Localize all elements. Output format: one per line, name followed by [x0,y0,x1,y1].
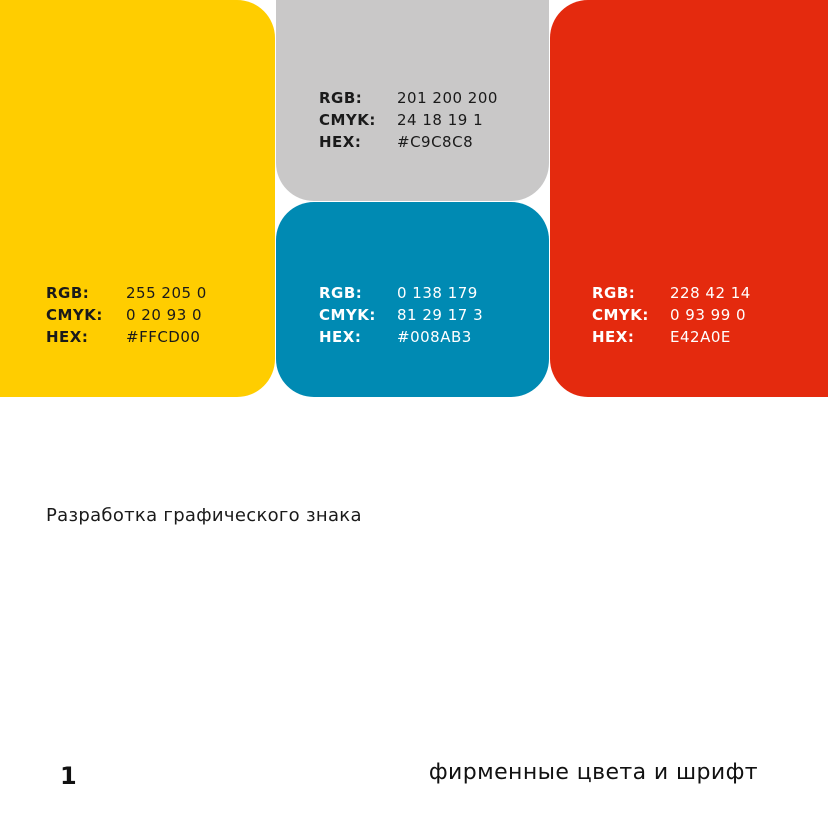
rgb-value: 228 42 14 [670,284,751,302]
color-spec-blue [319,282,483,348]
color-spec-red [592,282,751,348]
cmyk-value: 24 18 19 1 [397,111,484,129]
cmyk-value: 81 29 17 3 [397,306,484,324]
hex-label: HEX: [319,328,362,346]
hex-label: HEX: [592,328,635,346]
cmyk-label: CMYK: [319,306,376,324]
cmyk-label: CMYK: [592,306,649,324]
color-spec-gray [319,87,498,153]
rgb-row [319,282,483,304]
cmyk-row [592,304,751,326]
rgb-row [319,87,498,109]
cmyk-label: CMYK: [46,306,103,324]
rgb-row [46,282,207,304]
rgb-label: RGB: [592,284,636,302]
hex-label: HEX: [46,328,89,346]
rgb-label: RGB: [46,284,90,302]
rgb-value: 201 200 200 [397,89,498,107]
cmyk-row [46,304,207,326]
cmyk-row [319,304,483,326]
hex-row [319,131,498,153]
hex-row [319,326,483,348]
cmyk-value: 0 93 99 0 [670,306,747,324]
footer-title: фирменные цвета и шрифт [428,760,758,785]
cmyk-label: CMYK: [319,111,376,129]
rgb-row [592,282,751,304]
hex-label: HEX: [319,133,362,151]
hex-value: #FFCD00 [126,328,201,346]
hex-row [46,326,207,348]
rgb-value: 255 205 0 [126,284,207,302]
hex-value: E42A0E [670,328,731,346]
cmyk-value: 0 20 93 0 [126,306,203,324]
color-spec-yellow [46,282,207,348]
rgb-label: RGB: [319,89,363,107]
hex-value: #008AB3 [397,328,472,346]
rgb-label: RGB: [319,284,363,302]
rgb-value: 0 138 179 [397,284,478,302]
subtitle: Разработка графического знака [46,505,362,526]
cmyk-row [319,109,498,131]
page-number: 1 [60,762,77,790]
hex-row [592,326,751,348]
hex-value: #C9C8C8 [397,133,474,151]
